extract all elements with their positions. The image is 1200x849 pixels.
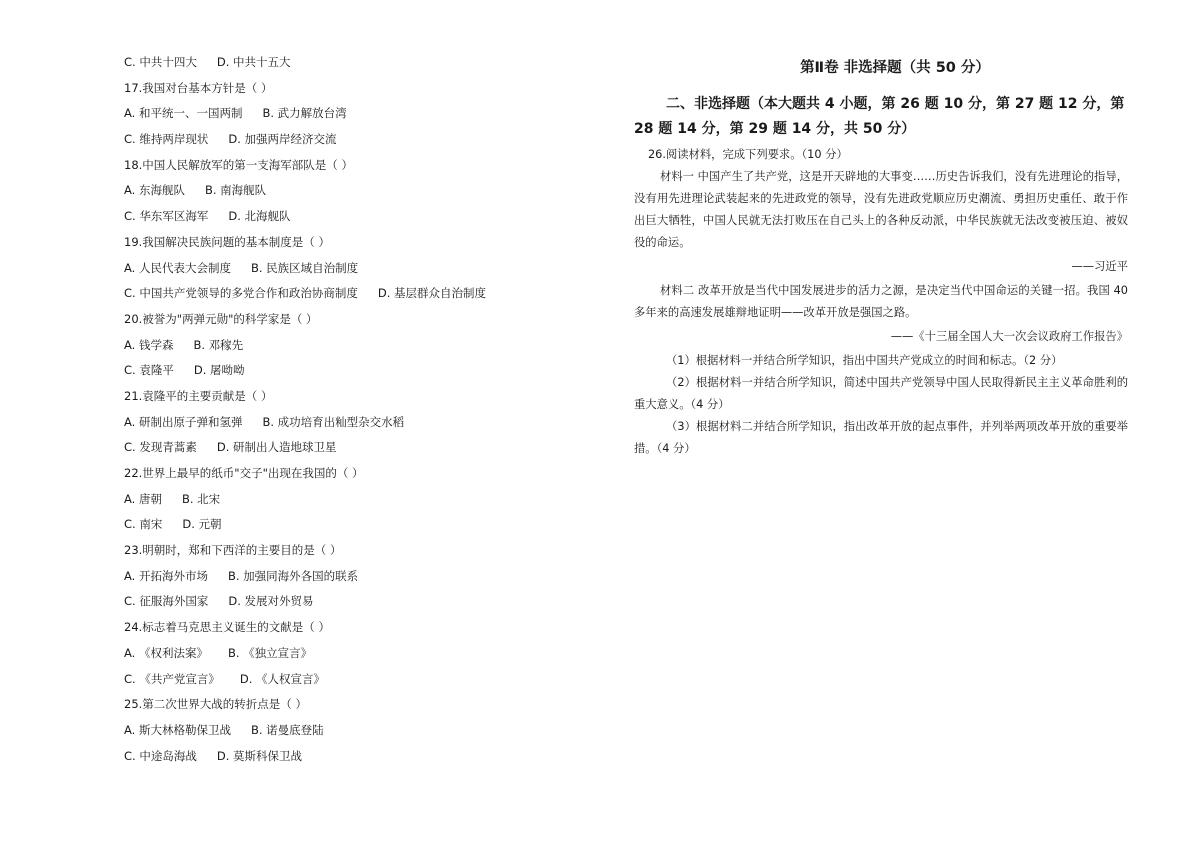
sub-question-1: （1）根据材料一并结合所学知识，指出中国共产党成立的时间和标志。（2 分） (666, 354, 1063, 367)
option-a: A. 和平统一、一国两制 (124, 106, 243, 121)
option-b: B. 邓稼先 (193, 337, 244, 352)
option-b: D. 莫斯科保卫战 (216, 748, 303, 763)
material-1: 材料一 中国产生了共产党，这是开天辟地的大事变……历史告诉我们，没有先进理论的指导，没有用先进理论武装起来的先进政党的领导，没有先进政党顺应历史潮流、勇担历史重任、敢于作出巨大牺牲，中国人民就无法打败压在自己头上的各种反动派，中华民族就无法改变被压迫、被奴役的命运。 (634, 170, 1128, 249)
question-26-intro: 26.阅读材料，完成下列要求。（10 分） (648, 148, 848, 161)
option-a: C. 南宋 (124, 517, 163, 532)
option-a: A. 人民代表大会制度 (124, 260, 231, 275)
option-b: D. 元朝 (182, 517, 222, 532)
option-b: D. 发展对外贸易 (228, 594, 314, 609)
section-title: 第Ⅱ卷 非选择题（共 50 分） (800, 60, 990, 76)
option-a: A. 唐朝 (124, 491, 162, 506)
option-row (124, 362, 594, 388)
option-row (124, 671, 594, 697)
option-b: D. 北海舰队 (228, 209, 291, 224)
option-row (124, 54, 594, 80)
option-a: C. 中共十四大 (124, 55, 197, 69)
material-2-source: ——《十三届全国人大一次会议政府工作报告》 (890, 330, 1128, 343)
option-b: D. 基层群众自治制度 (377, 286, 487, 301)
option-a: C. 中途岛海战 (124, 748, 197, 763)
option-a: C. 征服海外国家 (124, 594, 209, 609)
question-text: 19.我国解决民族问题的基本制度是（ ） (124, 234, 330, 249)
option-row (124, 285, 594, 311)
sub-question-2: （2）根据材料一并结合所学知识，简述中国共产党领导中国人民取得新民主主义革命胜利的重大意义。（4 分） (634, 376, 1128, 411)
question-text: 21.袁隆平的主要贡献是（ ） (124, 388, 273, 403)
option-a: C. 中国共产党领导的多党合作和政治协商制度 (124, 286, 358, 301)
option-b: D. 屠呦呦 (193, 363, 245, 378)
question-text: 25.第二次世界大战的转折点是（ ） (124, 697, 307, 712)
material-2: 材料二 改革开放是当代中国发展进步的活力之源，是决定当代中国命运的关键一招。我国 40 多年来的高速发展雄辩地证明——改革开放是强国之路。 (634, 284, 1128, 319)
option-b: B. 诺曼底登陆 (250, 722, 324, 737)
option-a: C. 《共产党宣言》 (124, 671, 220, 686)
question-text: 22.世界上最早的纸币"交子"出现在我国的（ ） (124, 466, 364, 480)
option-b: B. 南海舰队 (204, 183, 267, 198)
option-row (124, 260, 594, 286)
option-b: B. 成功培育出籼型杂交水稻 (262, 414, 405, 429)
option-b: B. 北宋 (181, 491, 221, 506)
option-row (124, 208, 594, 234)
option-a: C. 袁隆平 (124, 363, 174, 378)
option-b: D. 研制出人造地球卫星 (216, 440, 337, 455)
option-b: B. 民族区域自治制度 (250, 260, 359, 275)
right-column (634, 56, 1128, 460)
material-1-source: ——习近平 (1071, 260, 1128, 273)
option-a: A. 东海舰队 (124, 183, 185, 198)
option-row (124, 182, 594, 208)
option-a: C. 维持两岸现状 (124, 132, 209, 147)
section-heading: 二、非选择题（本大题共 4 小题，第 26 题 10 分，第 27 题 12 分，第 28 题 14 分，第 29 题 14 分，共 50 分） (634, 96, 1125, 137)
question-text: 24.标志着马克思主义诞生的文献是（ ） (124, 620, 330, 635)
option-row (124, 568, 594, 594)
option-row (124, 337, 594, 363)
option-b: B. 《独立宣言》 (227, 645, 313, 660)
option-a: A. 斯大林格勒保卫战 (124, 722, 231, 737)
option-a: C. 华东军区海军 (124, 209, 209, 224)
option-row (124, 593, 594, 619)
left-column (124, 54, 594, 773)
option-a: A. 钱学森 (124, 337, 174, 352)
option-row (124, 439, 594, 465)
option-row (124, 748, 594, 774)
option-row (124, 105, 594, 131)
option-a: C. 发现青蒿素 (124, 440, 197, 455)
option-a: A. 《权利法案》 (124, 645, 208, 660)
question-text: 20.被誉为"两弹元勋"的科学家是（ ） (124, 311, 318, 326)
option-row (124, 645, 594, 671)
option-row (124, 722, 594, 748)
option-b: D. 加强两岸经济交流 (228, 132, 337, 147)
question-text: 23.明朝时，郑和下西洋的主要目的是（ ） (124, 543, 342, 558)
option-b: B. 加强同海外各国的联系 (227, 568, 359, 583)
option-a: A. 研制出原子弹和氢弹 (124, 414, 243, 429)
option-row (124, 516, 594, 542)
option-b: D. 中共十五大 (216, 55, 291, 69)
question-text: 17.我国对台基本方针是（ ） (124, 80, 273, 95)
option-b: B. 武力解放台湾 (262, 106, 347, 121)
option-row (124, 414, 594, 440)
question-text: 18.中国人民解放军的第一支海军部队是（ ） (124, 157, 353, 172)
option-b: D. 《人权宣言》 (239, 671, 326, 686)
option-a: A. 开拓海外市场 (124, 568, 208, 583)
sub-question-3: （3）根据材料二并结合所学知识，指出改革开放的起点事件，并列举两项改革开放的重要举措。（4 分） (634, 420, 1128, 455)
option-row (124, 131, 594, 157)
option-row (124, 491, 594, 517)
